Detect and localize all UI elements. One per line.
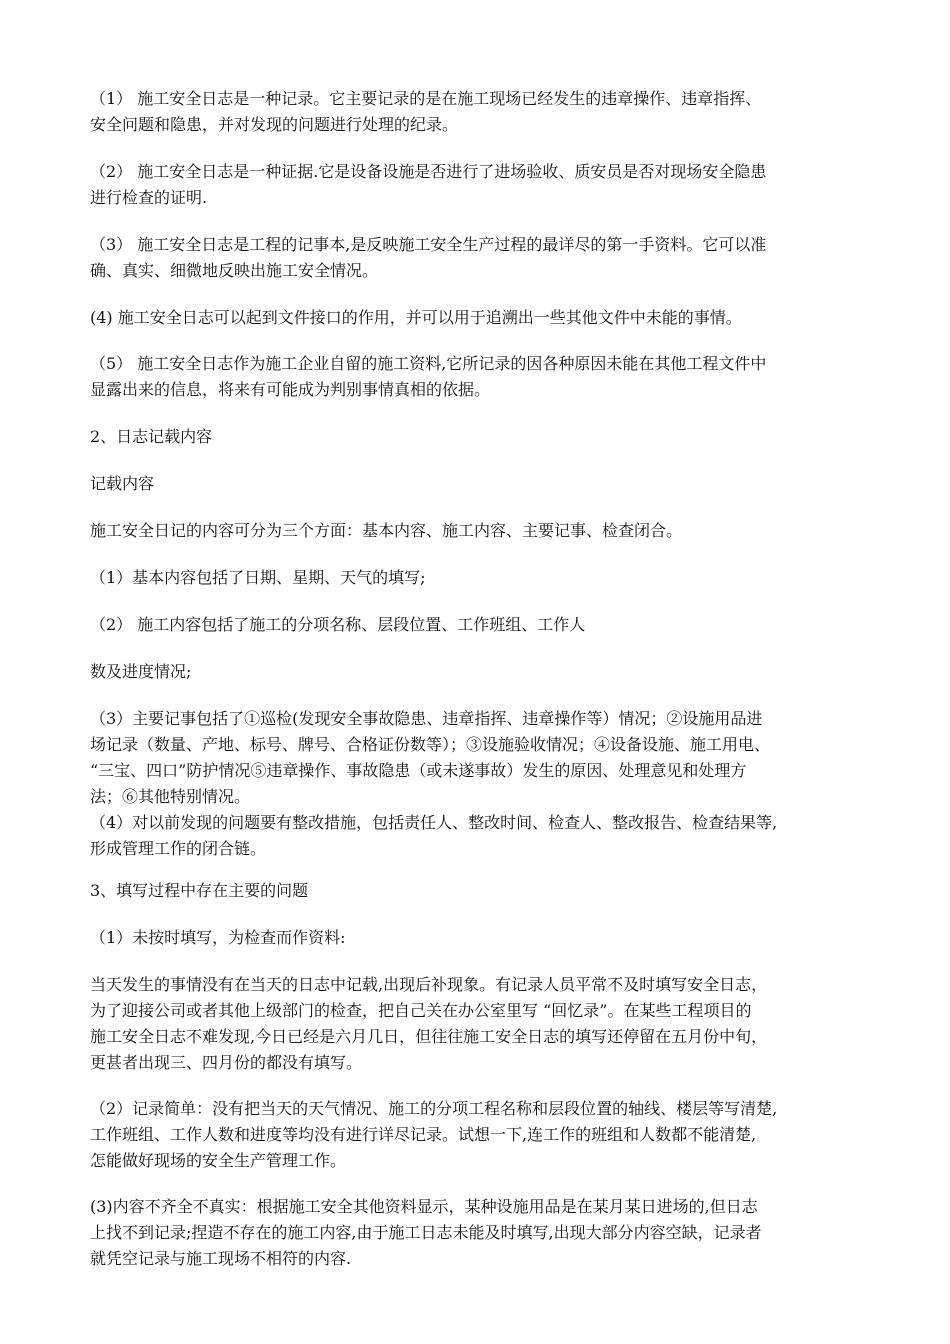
paragraph-1 xyxy=(90,86,920,138)
text-line: “三宝、四口”防护情况⑤违章操作、事故隐患（或未遂事故）发生的原因、处理意见和处理方 xyxy=(90,761,747,780)
text-line: 2、日志记载内容 xyxy=(90,427,213,446)
paragraph-4 xyxy=(90,305,920,331)
paragraph-17 xyxy=(90,1194,920,1272)
text-line: 法；⑥其他特别情况。 xyxy=(90,787,251,806)
text-line: （1）基本内容包括了日期、星期、天气的填写; xyxy=(90,568,426,587)
text-line: 怎能做好现场的安全生产管理工作。 xyxy=(90,1151,347,1170)
text-line: 工作班组、工作人数和进度等均没有进行详尽记录。试想一下,连工作的班组和人数都不能清楚, xyxy=(90,1125,757,1144)
paragraph-15 xyxy=(90,972,920,1076)
text-line: 安全问题和隐患，并对发现的问题进行处理的纪录。 xyxy=(90,115,459,134)
text-line: 上找不到记录;捏造不存在的施工内容,由于施工日志未能及时填写,出现大部分内容空缺，记录者 xyxy=(90,1223,762,1242)
text-line: 显露出来的信息，将来有可能成为判别事情真相的依据。 xyxy=(90,380,491,399)
text-line: 进行检查的证明. xyxy=(90,188,208,207)
text-line: 为了迎接公司或者其他上级部门的检查，把自己关在办公室里写 “回忆录”。在某些工程项目的 xyxy=(90,1001,752,1020)
paragraph-7 xyxy=(90,471,920,497)
text-line: 数及进度情况; xyxy=(90,662,192,681)
text-line: 3、填写过程中存在主要的问题 xyxy=(90,881,309,900)
text-line: （1）未按时填写，为检查而作资料: xyxy=(90,928,346,947)
paragraph-14 xyxy=(90,925,920,951)
paragraph-2 xyxy=(90,159,920,211)
text-line: (4) 施工安全日志可以起到文件接口的作用，并可以用于追溯出一些其他文件中未能的事情。 xyxy=(90,308,742,327)
paragraph-16 xyxy=(90,1096,920,1174)
text-line: （2）记录简单：没有把当天的天气情况、施工的分项工程名称和层段位置的轴线、楼层等写清楚, xyxy=(90,1099,778,1118)
paragraph-5 xyxy=(90,351,920,403)
text-line: 记载内容 xyxy=(90,474,155,493)
text-line: （2） 施工内容包括了施工的分项名称、层段位置、工作班组、工作人 xyxy=(90,615,586,634)
text-line: 场记录（数量、产地、标号、牌号、合格证份数等）；③设施验收情况；④设备设施、施工用电、 xyxy=(90,735,771,754)
text-line: 施工安全日记的内容可分为三个方面：基本内容、施工内容、主要记事、检查闭合。 xyxy=(90,521,683,540)
paragraph-11 xyxy=(90,659,920,685)
text-line: 更甚者出现三、四月份的都没有填写。 xyxy=(90,1053,363,1072)
text-line: (3)内容不齐全不真实：根据施工安全其他资料显示，某种设施用品是在某月某日进场的,但日志 xyxy=(90,1197,758,1216)
text-line: 施工安全日志不难发现,今日已经是六月几日，但往往施工安全日志的填写还停留在五月份中旬， xyxy=(90,1027,768,1046)
paragraph-9 xyxy=(90,565,920,591)
text-line: （3）主要记事包括了①巡检(发现安全事故隐患、违章指挥、违章操作等）情况；②设施用品进 xyxy=(90,709,763,728)
text-line: （4）对以前发现的问题要有整改措施，包括责任人、整改时间、检查人、整改报告、检查结果等, xyxy=(90,813,778,832)
section-heading-3 xyxy=(90,878,920,904)
text-line: （2） 施工安全日志是一种证据.它是设备设施是否进行了进场验收、质安员是否对现场安全隐患 xyxy=(90,162,767,181)
section-heading-2 xyxy=(90,424,920,450)
text-line: 就凭空记录与施工现场不相符的内容. xyxy=(90,1249,352,1268)
paragraph-12 xyxy=(90,706,920,862)
paragraph-3 xyxy=(90,232,920,284)
text-line: （5） 施工安全日志作为施工企业自留的施工资料,它所记录的因各种原因未能在其他工程文件中 xyxy=(90,354,767,373)
text-line: （3） 施工安全日志是工程的记事本,是反映施工安全生产过程的最详尽的第一手资料。它可以准 xyxy=(90,235,767,254)
text-line: 当天发生的事情没有在当天的日志中记载,出现后补现象。有记录人员平常不及时填写安全日志， xyxy=(90,975,768,994)
paragraph-10 xyxy=(90,612,920,638)
text-line: （1） 施工安全日志是一种记录。它主要记录的是在施工现场已经发生的违章操作、违章指挥、 xyxy=(90,89,762,108)
text-line: 确、真实、细微地反映出施工安全情况。 xyxy=(90,261,379,280)
text-line: 形成管理工作的闭合链。 xyxy=(90,839,267,858)
paragraph-8 xyxy=(90,518,920,544)
